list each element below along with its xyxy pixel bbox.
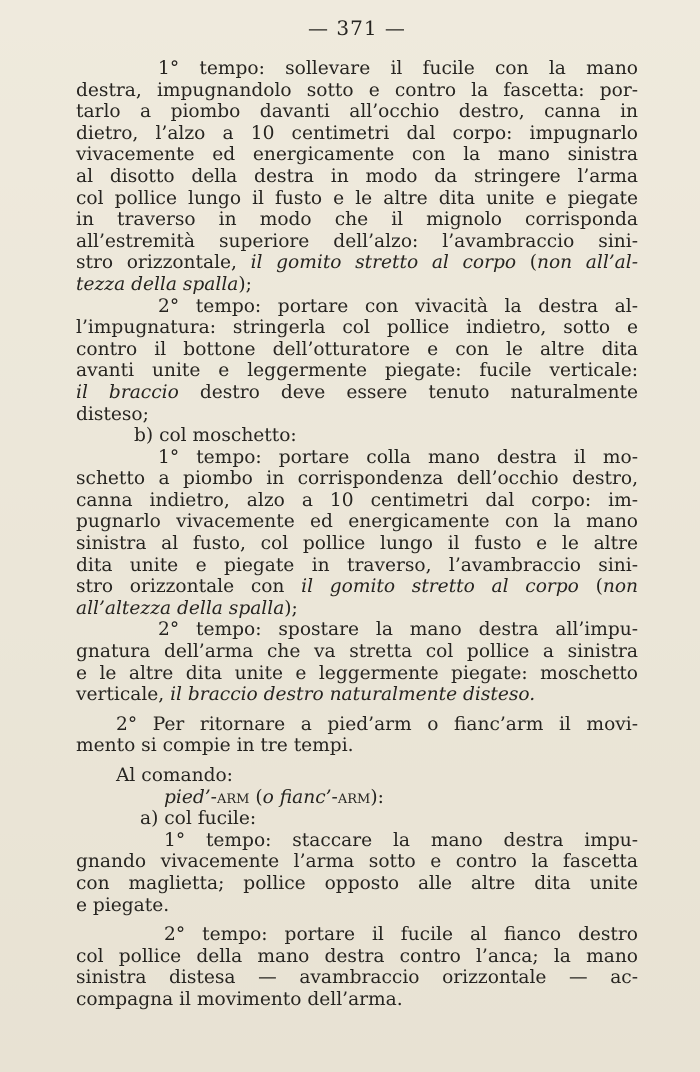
text-line: col pollice della mano destra contro l’anca; la mano xyxy=(76,945,638,967)
paragraph: 2° tempo: spostare la mano destra all’impu- xyxy=(158,619,638,641)
text-line: compagna il movimento dell’arma. xyxy=(76,988,403,1010)
text-line: dietro, l’alzo a 10 centimetri dal corpo: impugnarlo xyxy=(76,122,638,144)
text-line: all’altezza della spalla); xyxy=(76,597,298,619)
paragraph: 2° tempo: portare il fucile al fianco destro xyxy=(164,924,638,946)
text-line: schetto a piombo in corrispondenza dell’occhio destro, xyxy=(76,468,638,490)
paragraph: 1° tempo: portare colla mano destra il mo- xyxy=(158,446,638,468)
paragraph: 2° Per ritornare a pied’arm o fianc’arm il movi- xyxy=(116,713,638,735)
text-line: pugnarlo vivacemente ed energicamente con la mano xyxy=(76,511,638,533)
text-line: sinistra distesa — avambraccio orizzontale — ac- xyxy=(76,967,638,989)
text-line: tezza della spalla); xyxy=(76,273,252,295)
paragraph: 2° tempo: portare con vivacità la destra al- xyxy=(158,295,638,317)
text-line: gnatura dell’arma che va stretta col pollice a sinistra xyxy=(76,641,638,663)
text-line: destra, impugnandolo sotto e contro la fascetta: por- xyxy=(76,79,638,101)
page-number: — 371 — xyxy=(308,16,406,40)
text-line: canna indietro, alzo a 10 centimetri dal corpo: im- xyxy=(76,489,638,511)
page-text xyxy=(76,58,638,1011)
text-line: col pollice lungo il fusto e le altre dita unite e piegate xyxy=(76,187,638,209)
text-line: tarlo a piombo davanti all’occhio destro, canna in xyxy=(76,101,638,123)
text-line: sinistra al fusto, col pollice lungo il fusto e le altre xyxy=(76,533,638,555)
text-line: avanti unite e leggermente piegate: fucile verticale: xyxy=(76,360,638,382)
text-line: il braccio destro deve essere tenuto naturalmente xyxy=(76,381,638,403)
text-line: stro orizzontale con il gomito stretto al corpo (non xyxy=(76,576,638,598)
subheading: a) col fucile: xyxy=(140,808,257,830)
text-line: gnando vivacemente l’arma sotto e contro la fascetta xyxy=(76,851,638,873)
command-label: Al comando: xyxy=(116,765,233,786)
text-line: con maglietta; pollice opposto alle altre dita unite xyxy=(76,872,638,894)
text-line: e piegate. xyxy=(76,894,170,916)
text-line: vivacemente ed energicamente con la mano sinistra xyxy=(76,144,638,166)
text-line: disteso; xyxy=(76,403,149,425)
paragraph: 1° tempo: staccare la mano destra impu- xyxy=(164,829,638,851)
text-line: mento si compie in tre tempi. xyxy=(76,735,354,757)
text-line: l’impugnatura: stringerla col pollice indietro, sotto e xyxy=(76,317,638,339)
text-line: in traverso in modo che il mignolo corrisponda xyxy=(76,209,638,231)
command-text: pied’-arm (o fianc’-arm): xyxy=(164,786,384,808)
text-line: contro il bottone dell’otturatore e con le altre dita xyxy=(76,338,638,360)
text-line: dita unite e piegate in traverso, l’avambraccio sini- xyxy=(76,554,638,576)
text-line: e le altre dita unite e leggermente piegate: moschetto xyxy=(76,662,638,684)
text-line: al disotto della destra in modo da stringere l’arma xyxy=(76,165,638,187)
text-line: all’estremità superiore dell’alzo: l’avambraccio sini- xyxy=(76,230,638,252)
text-line: verticale, il braccio destro naturalmente disteso. xyxy=(76,684,536,706)
paragraph: 1° tempo: sollevare il fucile con la mano xyxy=(158,58,638,79)
subheading: b) col moschetto: xyxy=(134,425,297,447)
text-line: stro orizzontale, il gomito stretto al corpo (non all’al- xyxy=(76,252,638,274)
